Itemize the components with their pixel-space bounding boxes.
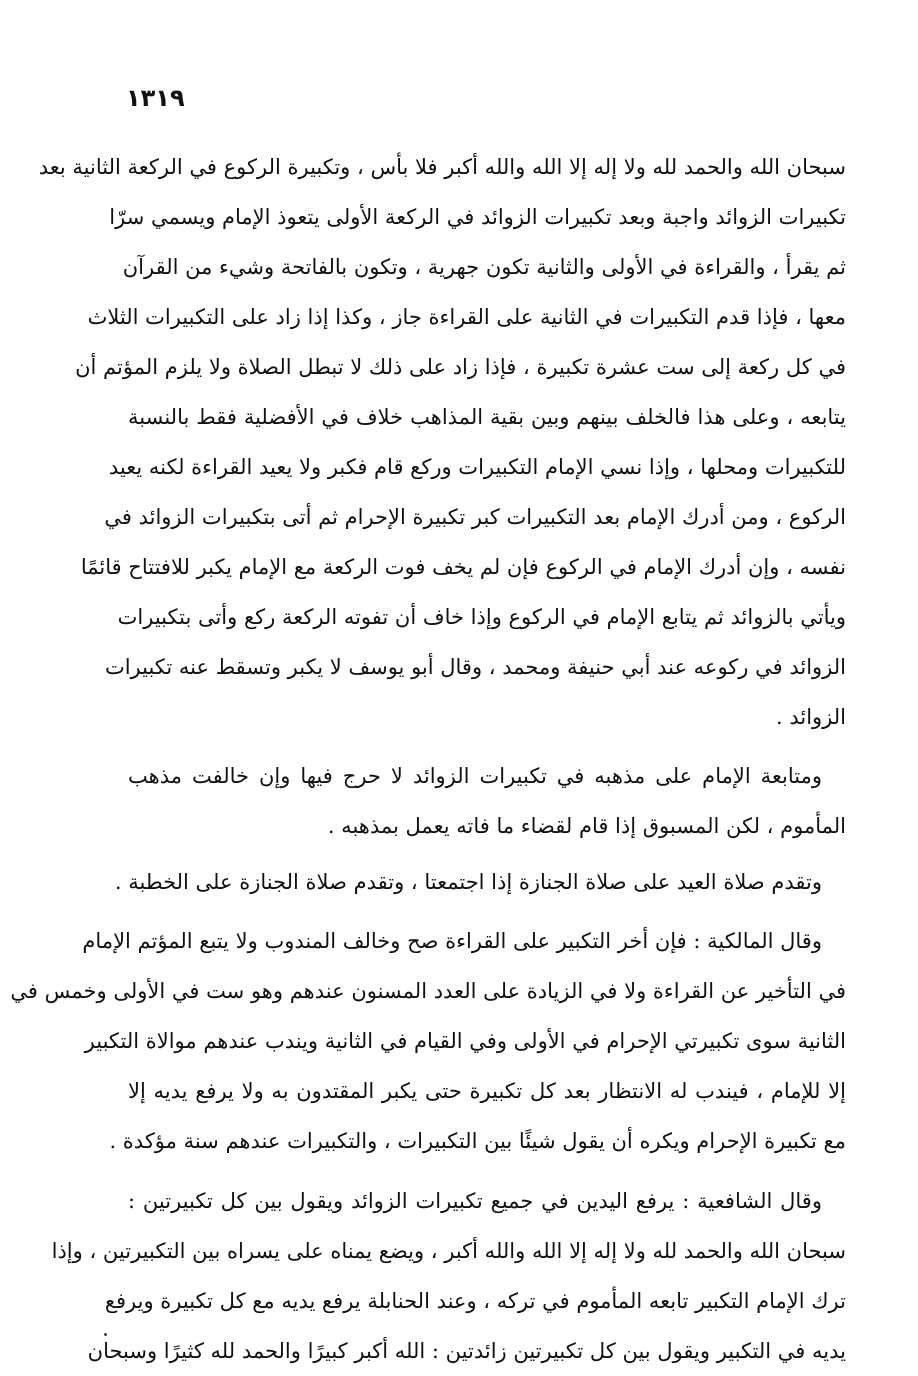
paragraph-1 bbox=[38, 142, 846, 742]
text-line: وقال الشافعية : يرفع اليدين في جميع تكبيرات الزوائد ويقول بين كل تكبيرتين : bbox=[128, 1189, 822, 1213]
paragraph-5 bbox=[51, 1176, 846, 1376]
text-line: الزوائد في ركوعه عند أبي حنيفة ومحمد ، وقال أبو يوسف لا يكبر وتسقط عنه تكبيرات bbox=[104, 655, 846, 679]
page-body bbox=[10, 142, 846, 1376]
text-line: وقال المالكية : فإن أخر التكبير على القراءة صح وخالف المندوب ولا يتبع المؤتم الإمام bbox=[82, 929, 822, 953]
text-line: سبحان الله والحمد لله ولا إله إلا الله والله أكبر فلا بأس ، وتكبيرة الركوع في الركعة الثانية بعد bbox=[38, 155, 846, 179]
page-number: ١٣١٩ bbox=[126, 84, 185, 112]
text-line: للتكبيرات ومحلها ، وإذا نسي الإمام التكبيرات وركع قام فكبر ولا يعيد القراءة لكنه يعيد bbox=[108, 455, 846, 479]
text-line: ومتابعة الإمام على مذهبه في تكبيرات الزوائد لا حرج فيها وإن خالفت مذهب bbox=[128, 764, 822, 788]
text-line: ثم يقرأ ، والقراءة في الأولى والثانية تكون جهرية ، وتكون بالفاتحة وشيء من القرآن bbox=[122, 255, 846, 279]
text-line: ترك الإمام التكبير تابعه المأموم في تركه ، وعند الحنابلة يرفع يديه مع كل تكبيرة ويرفع bbox=[104, 1289, 846, 1313]
text-line: نفسه ، وإن أدرك الإمام في الركوع فإن لم يخف فوت الركعة مع الإمام يكبر للافتتاح قائمًا bbox=[80, 555, 846, 579]
text-line: في التأخير عن القراءة ولا في الزيادة على العدد المسنون عندهم وهو ست في الأولى وخمس في bbox=[10, 979, 846, 1003]
scan-speck bbox=[104, 1333, 107, 1336]
text-line: معها ، فإذا قدم التكبيرات في الثانية على القراءة جاز ، وكذا إذا زاد على التكبيرات الثلاث bbox=[87, 305, 846, 329]
paragraph-2 bbox=[128, 751, 846, 851]
text-line: في كل ركعة إلى ست عشرة تكبيرة ، فإذا زاد على ذلك لا تبطل الصلاة ولا يلزم المؤتم أن bbox=[75, 355, 846, 379]
text-line: الثانية سوى تكبيرتي الإحرام في الأولى وفي القيام في الثانية ويندب عندهم موالاة التكبير bbox=[84, 1029, 846, 1053]
text-line: يديه في التكبير ويقول بين كل تكبيرتين زائدتين : الله أكبر كبيرًا والحمد لله كثيرًا وسبحان bbox=[87, 1339, 846, 1363]
text-line: تكبيرات الزوائد واجبة وبعد تكبيرات الزوائد في الركعة الأولى يتعوذ الإمام ويسمي سرّا bbox=[109, 205, 846, 229]
paragraph-3 bbox=[114, 857, 846, 907]
text-line: ويأتي بالزوائد ثم يتابع الإمام في الركوع وإذا خاف أن تفوته الركعة ركع وأتى بتكبيرات bbox=[117, 605, 846, 629]
text-line: يتابعه ، وعلى هذا فالخلف بينهم وبين بقية المذاهب خلاف في الأفضلية فقط بالنسبة bbox=[128, 405, 846, 429]
text-line: المأموم ، لكن المسبوق إذا قام لقضاء ما فاته يعمل بمذهبه . bbox=[327, 814, 846, 838]
text-line: مع تكبيرة الإحرام ويكره أن يقول شيئًا بين التكبيرات ، والتكبيرات عندهم سنة مؤكدة . bbox=[109, 1129, 846, 1153]
text-line: وتقدم صلاة العيد على صلاة الجنازة إذا اجتمعتا ، وتقدم صلاة الجنازة على الخطبة . bbox=[114, 870, 822, 894]
text-line: إلا للإمام ، فيندب له الانتظار بعد كل تكبيرة حتى يكبر المقتدون به ولا يرفع يديه إلا bbox=[128, 1079, 846, 1103]
text-line: سبحان الله والحمد لله ولا إله إلا الله والله أكبر ، ويضع يمناه على يسراه بين التكبيرتين ، وإذا bbox=[51, 1239, 846, 1263]
text-line: الركوع ، ومن أدرك الإمام بعد التكبيرات كبر تكبيرة الإحرام ثم أتى بتكبيرات الزوائد في bbox=[104, 505, 846, 529]
text-line: الزوائد . bbox=[775, 705, 846, 729]
paragraph-4 bbox=[10, 916, 846, 1166]
